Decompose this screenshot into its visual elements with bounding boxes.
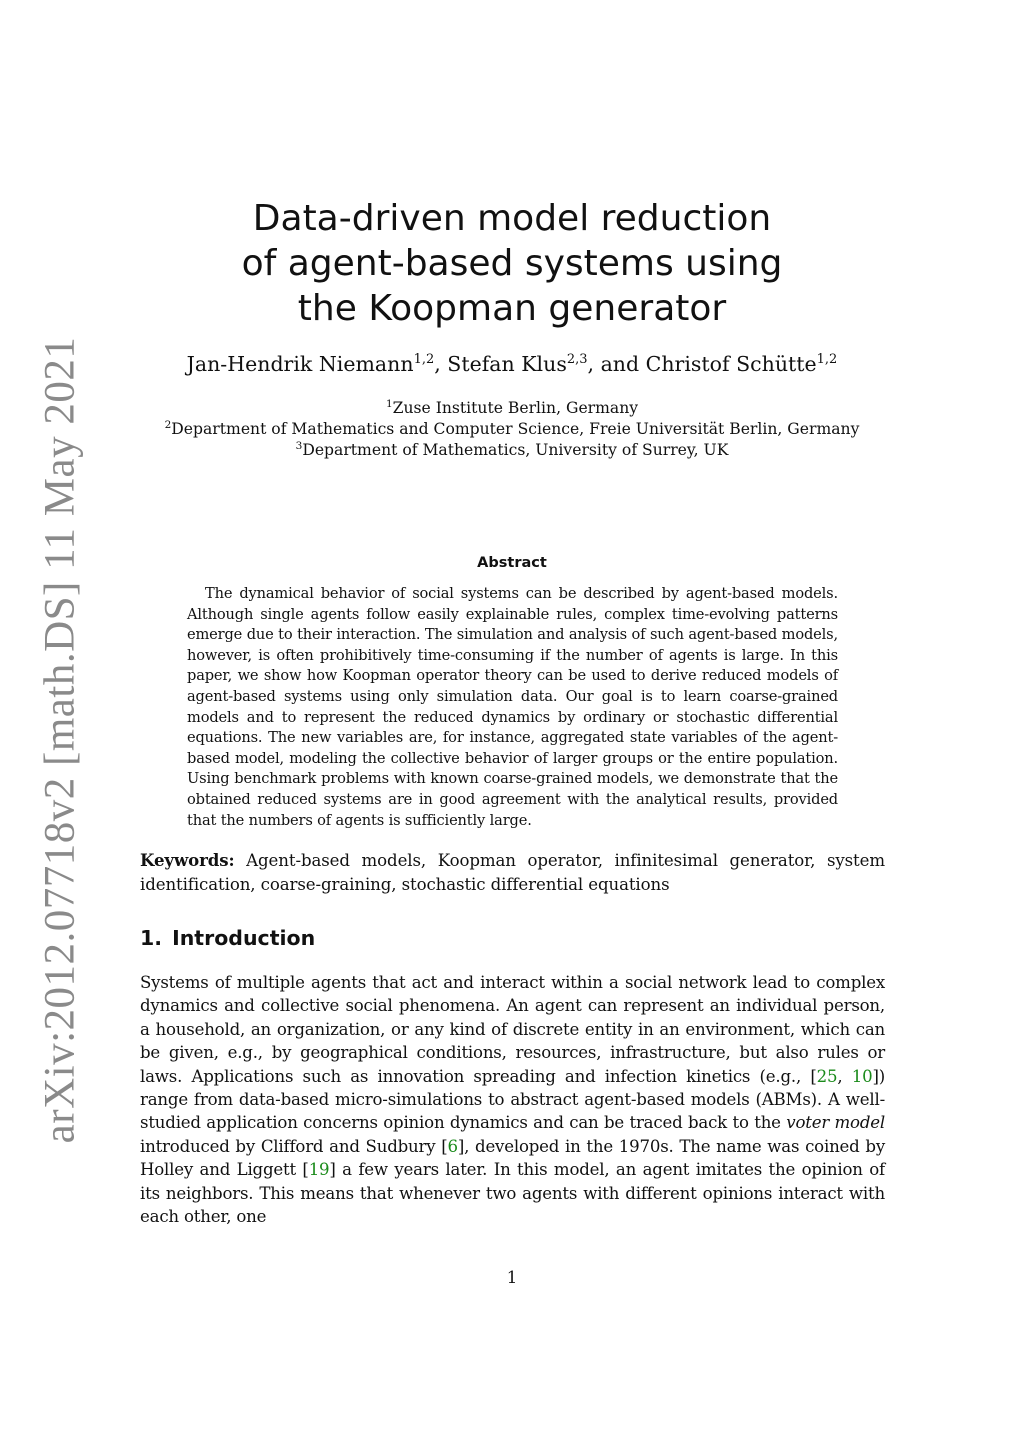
author-list xyxy=(0,352,1024,376)
author-name: Stefan Klus xyxy=(447,352,567,376)
section-heading xyxy=(140,926,315,950)
keywords xyxy=(140,848,885,897)
author-name: Christof Schütte xyxy=(645,352,817,376)
affiliation-marker: 1 xyxy=(385,398,393,410)
author-name: Jan-Hendrik Niemann xyxy=(186,352,414,376)
author-affiliation-marker: 1,2 xyxy=(413,352,435,367)
section-title: Introduction xyxy=(172,926,316,950)
citation-link[interactable]: 25 xyxy=(816,1066,838,1086)
keywords-label: Keywords: xyxy=(140,850,235,870)
title-line: Data-driven model reduction xyxy=(252,198,772,239)
page-number: 1 xyxy=(506,1268,518,1287)
citation-link[interactable]: 6 xyxy=(447,1136,458,1156)
emphasized-term: voter model xyxy=(786,1113,885,1133)
affiliation xyxy=(0,398,1024,419)
text-run: ], developed in the 1970s. The name was coined by Holley and Liggett [ xyxy=(140,1136,885,1180)
arxiv-identifier-stamp: arXiv:2012.07718v2 [math.DS] 11 May 2021 xyxy=(36,336,84,1144)
affiliation-text: Department of Mathematics and Computer Science, Freie Universität Berlin, Germany xyxy=(171,420,860,438)
section-number: 1. xyxy=(140,926,163,950)
author-separator: , xyxy=(434,352,448,376)
abstract-heading: Abstract xyxy=(477,555,547,571)
text-run: ] a few years later. In this model, an agent imitates the opinion of its neighbors. This means that whenever two agents with different opinions interact with each other, one xyxy=(140,1160,885,1227)
affiliation-text: Department of Mathematics, University of Surrey, UK xyxy=(302,441,729,459)
affiliation-text: Zuse Institute Berlin, Germany xyxy=(392,399,639,417)
author-affiliation-marker: 2,3 xyxy=(566,352,588,367)
citation-link[interactable]: 10 xyxy=(851,1066,873,1086)
affiliation xyxy=(0,440,1024,461)
affiliation-marker: 3 xyxy=(295,440,303,452)
affiliation-marker: 2 xyxy=(164,419,172,431)
text-run: ]) range from data-based micro-simulations to abstract agent-based models (ABMs). A well-studied application concerns opinion dynamics and can be traced back to the xyxy=(140,1066,885,1133)
affiliation-list xyxy=(0,398,1024,461)
paper-title xyxy=(0,196,1024,331)
citation-link[interactable]: 19 xyxy=(308,1160,330,1180)
affiliation xyxy=(0,419,1024,440)
author-separator: , and xyxy=(587,352,646,376)
keywords-text: Agent-based models, Koopman operator, infinitesimal generator, system identification, coarse-graining, stochastic differential equations xyxy=(140,851,885,894)
text-run: introduced by Clifford and Sudbury [ xyxy=(140,1136,448,1156)
text-run: , xyxy=(837,1066,852,1086)
abstract-body: The dynamical behavior of social systems can be described by agent-based models. Although single agents follow easily explainable rules, complex time-evolving patterns emerge due to their interaction. The simulation and analysis of such agent-based models, however, is often prohibitively time-consuming if the number of agents is large. In this paper, we show how Koopman operator theory can be used to derive reduced models of agent-based systems using only simulation data. Our goal is to learn coarse-grained models and to represent the reduced dynamics by ordinary or stochastic differential equations. The new variables are, for instance, aggregated state variables of the agent-based model, modeling the collective behavior of larger groups or the entire population. Using benchmark problems with known coarse-grained models, we demonstrate that the obtained reduced systems are in good agreement with the analytical results, provided that the numbers of agents is sufficiently large. xyxy=(187,585,838,829)
introduction-paragraph xyxy=(140,971,885,1228)
title-line: the Koopman generator xyxy=(297,288,727,329)
text-run: Systems of multiple agents that act and interact within a social network lead to complex dynamics and collective social phenomena. An agent can represent an individual person, a household, an organization, or any kind of discrete entity in an environment, which can be given, e.g., by geographical conditions, resources, infrastructure, but also rules or laws. Applications such as innovation spreading and infection kinetics (e.g., [ xyxy=(140,973,885,1086)
author-affiliation-marker: 1,2 xyxy=(816,352,838,367)
title-line: of agent-based systems using xyxy=(241,243,783,284)
